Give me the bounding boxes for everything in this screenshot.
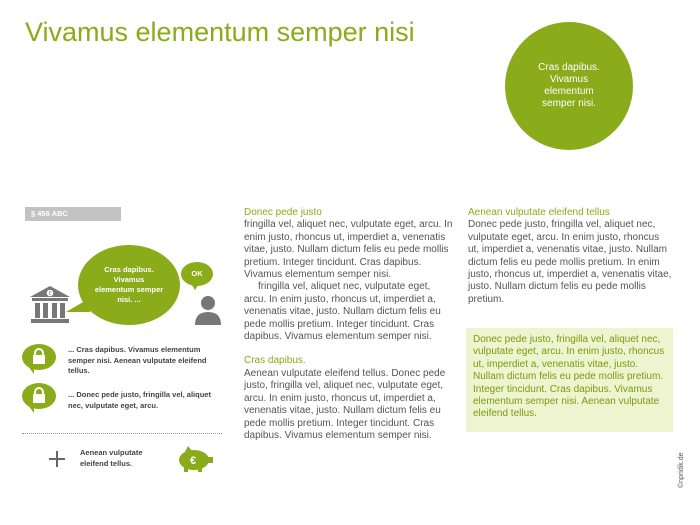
person-icon [194, 295, 222, 325]
col1-heading-2: Cras dapibus. [244, 355, 306, 367]
highlight-circle [505, 22, 633, 150]
col1-paragraph-1: fringilla vel, aliquet nec, vulputate eget, arcu. In enim justo, rhoncus ut, imperdiet a, venenatis vitae, justo. Nullam dictum felis eu pede mollis pretium. Integer tincidunt. Cras dapibus. Vivamus elementum semper nisi. [244, 219, 453, 281]
lock-icon [32, 387, 46, 404]
piggy-bank-icon [176, 446, 214, 474]
bubble-text: Cras dapibus. Vivamus elementum semper nisi. ... [94, 265, 164, 304]
text-column-2 [468, 207, 673, 306]
paragraph-tag: § 456 ABC [25, 207, 121, 221]
col2-paragraph-1: Donec pede justo, fringilla vel, aliquet nec, vulputate eget, arcu. In enim justo, rhoncus ut, imperdiet a, venenatis vitae, justo. Nullam dictum felis eu pede mollis pretium. In enim justo, rhoncus ut, imperdiet a, venenatis vitae, justo. Nullam dictum felis eu pede mollis pretium. [468, 219, 672, 305]
piggy-euro-symbol: € [189, 455, 197, 467]
col1-paragraph-2: fringilla vel, aliquet nec, vulputate eget, arcu. In enim justo, rhoncus ut, imperdiet a, venenatis vitae, justo. Nullam dictum felis eu pede mollis pretium. Integer tincidunt. Cras dapibus. Vivamus elementum semper nisi. [244, 281, 441, 343]
credit-text: ©npridik.de [678, 452, 685, 488]
col2-heading-1: Aenean vulputate eleifend tellus [468, 207, 610, 218]
speech-bubble [78, 245, 180, 325]
plus-text: Aenean vulputate eleifend tellus. [80, 448, 143, 468]
page-title: Vivamus elementum semper nisi [25, 17, 415, 47]
bank-icon [30, 286, 70, 324]
plus-icon [48, 450, 66, 468]
lock-icon [32, 348, 46, 365]
lock-text-1: ... Cras dapibus. Vivamus elementum semper nisi. Aenean vulputate eleifend tellus. [68, 345, 207, 375]
col1-heading-1: Donec pede justo [244, 207, 322, 218]
euro-symbol: € [48, 291, 52, 297]
ok-bubble: OK [181, 262, 213, 286]
dotted-divider [22, 433, 222, 434]
text-column-1 [244, 207, 454, 442]
col1-paragraph-3: Aenean vulputate eleifend tellus. Donec pede justo, fringilla vel, aliquet nec, vulputate eget, arcu. In enim justo, rhoncus ut, imperdiet a, venenatis vitae, justo. Nullam dictum felis eu pede mollis pretium. Integer tincidunt. Cras dapibus. Vivamus elementum semper nisi. [244, 367, 446, 441]
highlight-box: Donec pede justo, fringilla vel, aliquet nec, vulputate eget, arcu. In enim justo, rhoncus ut, imperdiet a, venenatis vitae, justo. Nullam dictum felis eu pede mollis pretium. Integer tincidunt. Cras dapibus. Vivamus elementum semper nisi. Aenean vulputate eleifend tellus. [466, 328, 673, 432]
circle-text: Cras dapibus. Vivamus elementum semper nisi. [538, 62, 600, 109]
lock-text-2: ... Donec pede justo, fringilla vel, aliquet nec, vulputate eget, arcu. [68, 390, 211, 410]
